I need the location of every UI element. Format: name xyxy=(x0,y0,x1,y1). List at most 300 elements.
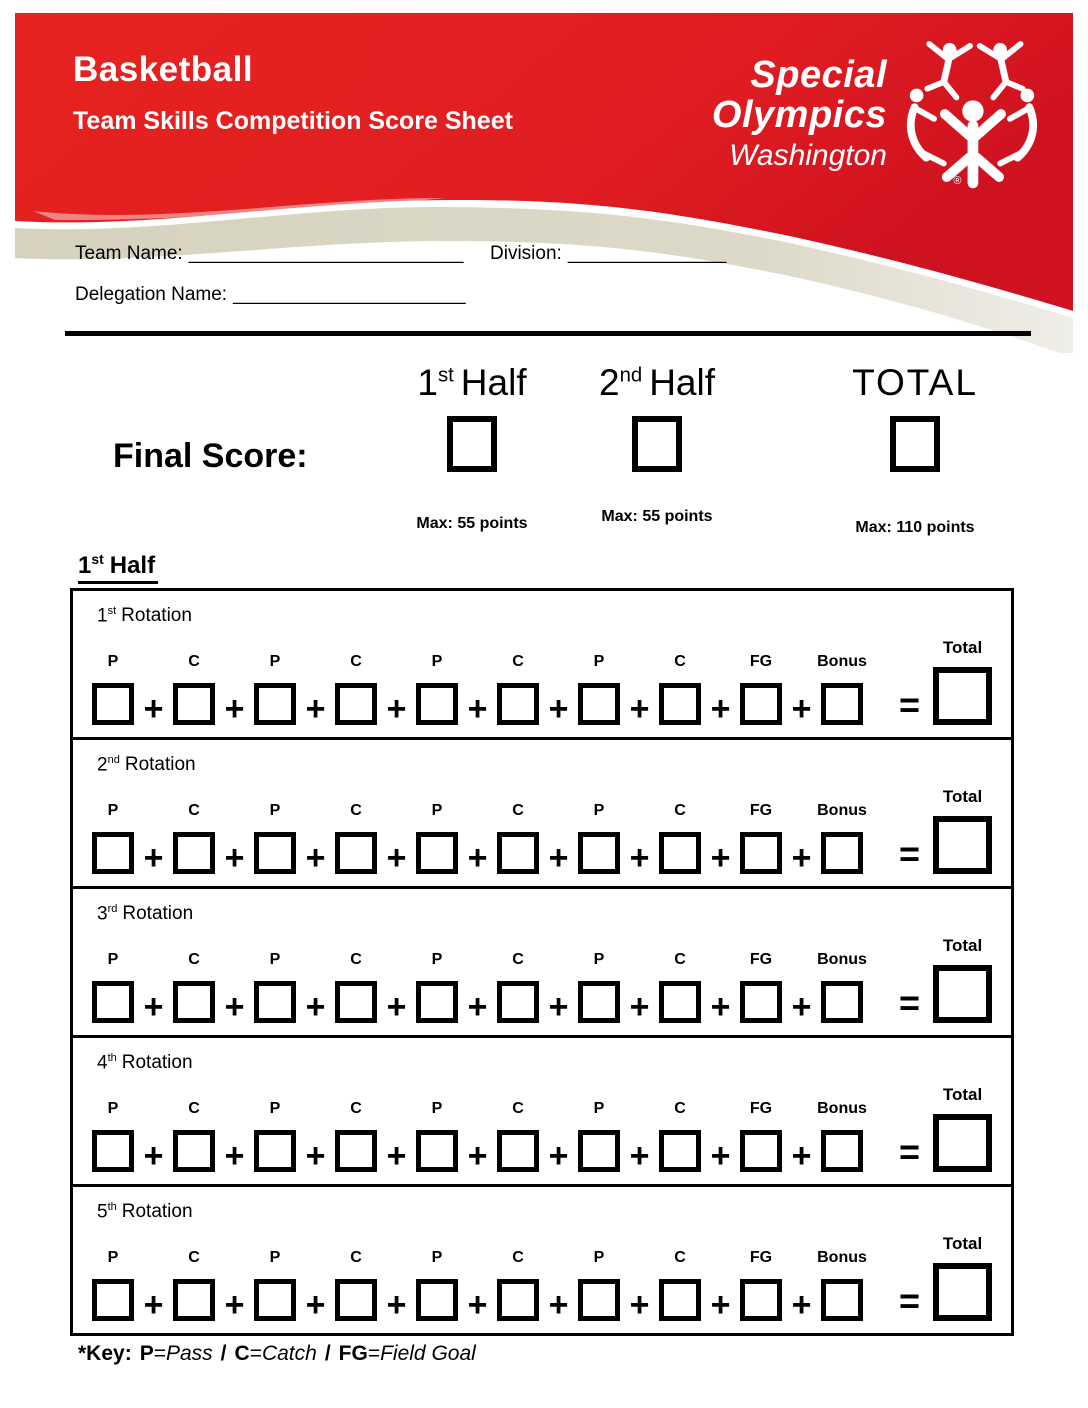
skill-box[interactable] xyxy=(416,683,458,725)
plus-sign: + xyxy=(791,1137,812,1176)
plus-sign: + xyxy=(386,988,407,1027)
equals-sign: = xyxy=(899,683,921,725)
rotation-cells xyxy=(92,787,997,878)
rotations-table xyxy=(70,588,1014,1336)
skill-cells xyxy=(92,1249,867,1325)
skill-cell xyxy=(578,1100,620,1172)
skill-label: C xyxy=(674,951,686,969)
skill-box[interactable] xyxy=(578,1130,620,1172)
rotation-cells xyxy=(92,1085,997,1176)
plus-sign: + xyxy=(548,1286,569,1325)
plus-sign: + xyxy=(548,839,569,878)
skill-cell xyxy=(92,653,134,725)
skill-cell xyxy=(740,802,782,874)
registered-mark: ® xyxy=(953,174,962,187)
skill-box[interactable] xyxy=(173,981,215,1023)
skill-cell xyxy=(254,1249,296,1321)
logo-region: Washington xyxy=(729,138,887,172)
logo-word-olympics: Olympics xyxy=(711,94,887,137)
plus-sign: + xyxy=(629,1137,650,1176)
skill-box[interactable] xyxy=(740,981,782,1023)
skill-cell xyxy=(740,1100,782,1172)
skill-label: C xyxy=(512,802,524,820)
skill-box[interactable] xyxy=(740,1279,782,1321)
skill-cell xyxy=(335,1249,377,1321)
delegation-label: Delegation Name: xyxy=(75,284,228,305)
skill-cell xyxy=(817,653,867,725)
plus-sign: + xyxy=(467,839,488,878)
total-cell xyxy=(933,787,992,874)
plus-sign: + xyxy=(143,839,164,878)
skill-cell xyxy=(92,802,134,874)
heading-number: 1 xyxy=(417,362,438,403)
rotation-cells xyxy=(92,936,997,1027)
rotation-word: Rotation xyxy=(122,903,194,925)
skill-box[interactable] xyxy=(659,683,701,725)
plus-sign: + xyxy=(224,988,245,1027)
plus-sign: + xyxy=(629,988,650,1027)
skill-box[interactable] xyxy=(173,683,215,725)
skill-label: FG xyxy=(749,951,773,969)
skill-label: P xyxy=(269,1249,281,1267)
plus-sign: + xyxy=(305,1137,326,1176)
plus-sign: + xyxy=(386,690,407,729)
skill-cell xyxy=(173,653,215,725)
plus-sign: + xyxy=(305,690,326,729)
section-number: 1 xyxy=(78,552,92,579)
division-line[interactable]: _______________ xyxy=(567,243,727,264)
skill-cell xyxy=(497,1100,539,1172)
rotation-total-box[interactable] xyxy=(933,1263,992,1321)
skill-label: P xyxy=(431,1100,443,1118)
total-label: Total xyxy=(942,936,983,956)
skill-box[interactable] xyxy=(497,683,539,725)
skill-label: P xyxy=(593,653,605,671)
rotation-ordinal: st xyxy=(107,605,117,617)
skill-cell xyxy=(659,951,701,1023)
skill-label: C xyxy=(350,1249,362,1267)
section-ordinal: st xyxy=(91,551,104,567)
rotation-total-box[interactable] xyxy=(933,816,992,874)
skill-box[interactable] xyxy=(659,981,701,1023)
team-name-row xyxy=(75,243,463,265)
plus-sign: + xyxy=(305,839,326,878)
special-olympics-logo xyxy=(712,33,1039,191)
skill-cells xyxy=(92,1100,867,1176)
plus-sign: + xyxy=(467,988,488,1027)
division-label: Division: xyxy=(490,243,562,264)
plus-sign: + xyxy=(386,1286,407,1325)
skill-box[interactable] xyxy=(578,981,620,1023)
plus-sign: + xyxy=(467,690,488,729)
key-equals: = xyxy=(367,1342,381,1365)
plus-sign: + xyxy=(710,1286,731,1325)
total-label: Total xyxy=(942,1085,983,1105)
heading-ordinal: st xyxy=(437,364,454,387)
key-name: Field Goal xyxy=(380,1342,476,1365)
skill-cell xyxy=(578,1249,620,1321)
final-score-label: Final Score: xyxy=(113,437,308,475)
rotation-number: 4 xyxy=(97,1052,108,1074)
skill-cell xyxy=(173,802,215,874)
skill-cell xyxy=(173,951,215,1023)
plus-sign: + xyxy=(143,1137,164,1176)
key-abbr: P xyxy=(139,1342,154,1365)
section-heading-first-half xyxy=(78,551,158,584)
skill-label: C xyxy=(674,1249,686,1267)
division-row xyxy=(490,243,726,265)
delegation-line[interactable]: ______________________ xyxy=(233,284,466,305)
skill-label: P xyxy=(593,951,605,969)
key-abbr: FG xyxy=(338,1342,368,1365)
key-name: Pass xyxy=(165,1342,213,1365)
plus-sign: + xyxy=(629,690,650,729)
first-half-score-box[interactable] xyxy=(447,416,497,472)
plus-sign: + xyxy=(305,988,326,1027)
key-separator: / xyxy=(220,1342,227,1365)
skill-cell xyxy=(497,653,539,725)
skill-cell xyxy=(578,951,620,1023)
skill-box[interactable] xyxy=(578,683,620,725)
skill-label: P xyxy=(107,802,119,820)
skill-box[interactable] xyxy=(92,981,134,1023)
skill-box[interactable] xyxy=(497,1279,539,1321)
skill-label: C xyxy=(674,653,686,671)
skill-cell xyxy=(659,1100,701,1172)
skill-label: C xyxy=(512,1100,524,1118)
skill-label: C xyxy=(188,653,200,671)
skill-cell xyxy=(173,1249,215,1321)
skill-cell xyxy=(740,653,782,725)
max-points-label: Max: 110 points xyxy=(855,518,975,536)
skill-box[interactable] xyxy=(821,1130,863,1172)
plus-sign: + xyxy=(791,1286,812,1325)
skill-cell xyxy=(740,1249,782,1321)
rotation-number: 2 xyxy=(97,754,108,776)
divider-rule xyxy=(65,331,1031,336)
skill-box[interactable] xyxy=(821,832,863,874)
rotation-row xyxy=(73,886,1011,1035)
skill-label: P xyxy=(431,951,443,969)
skill-label: C xyxy=(188,802,200,820)
skill-cell xyxy=(740,951,782,1023)
logo-text xyxy=(712,55,887,173)
skill-box[interactable] xyxy=(578,1279,620,1321)
page-title: Basketball xyxy=(73,50,254,89)
rotation-ordinal: rd xyxy=(107,903,118,915)
skill-box[interactable] xyxy=(497,981,539,1023)
skill-label: C xyxy=(512,1249,524,1267)
skill-cell xyxy=(416,1249,458,1321)
skill-label: Bonus xyxy=(817,951,867,969)
team-name-label: Team Name: xyxy=(75,243,183,264)
skill-label: C xyxy=(512,951,524,969)
skill-box[interactable] xyxy=(740,683,782,725)
skill-cell xyxy=(254,951,296,1023)
skill-label: FG xyxy=(749,802,773,820)
skill-cell xyxy=(497,802,539,874)
key-name: Catch xyxy=(261,1342,317,1365)
skill-label: C xyxy=(188,1100,200,1118)
skill-label: P xyxy=(269,653,281,671)
rotation-cells xyxy=(92,638,997,729)
key-equals: = xyxy=(249,1342,262,1365)
plus-sign: + xyxy=(224,1286,245,1325)
rotation-word: Rotation xyxy=(124,754,196,776)
skill-box[interactable] xyxy=(578,832,620,874)
skill-cell xyxy=(416,653,458,725)
skill-cell xyxy=(817,1249,867,1321)
skill-label: Bonus xyxy=(817,1249,867,1267)
skill-label: P xyxy=(431,802,443,820)
skill-cell xyxy=(659,802,701,874)
plus-sign: + xyxy=(386,839,407,878)
logo-word-special: Special xyxy=(750,54,887,96)
equals-sign: = xyxy=(899,832,921,874)
rotation-word: Rotation xyxy=(121,605,192,627)
rotation-ordinal: th xyxy=(107,1201,117,1213)
team-name-line[interactable]: __________________________ xyxy=(188,243,464,264)
max-points-label: Max: 55 points xyxy=(416,514,528,532)
plus-sign: + xyxy=(791,839,812,878)
skill-box[interactable] xyxy=(254,981,296,1023)
skill-box[interactable] xyxy=(173,1279,215,1321)
skill-label: P xyxy=(107,653,119,671)
skill-label: P xyxy=(593,802,605,820)
skill-box[interactable] xyxy=(92,683,134,725)
equals-sign: = xyxy=(899,981,921,1023)
plus-sign: + xyxy=(467,1137,488,1176)
skill-cell xyxy=(578,802,620,874)
plus-sign: + xyxy=(548,1137,569,1176)
plus-sign: + xyxy=(143,690,164,729)
skill-box[interactable] xyxy=(335,981,377,1023)
skill-box[interactable] xyxy=(254,832,296,874)
skill-cell xyxy=(578,653,620,725)
total-label: Total xyxy=(942,638,983,658)
skill-box[interactable] xyxy=(497,1130,539,1172)
rotation-ordinal: th xyxy=(107,1052,117,1064)
rotation-ordinal: nd xyxy=(107,754,120,766)
total-score-box[interactable] xyxy=(890,416,940,472)
skill-label: C xyxy=(188,951,200,969)
skill-box[interactable] xyxy=(335,832,377,874)
skill-cell xyxy=(335,802,377,874)
skill-label: P xyxy=(269,951,281,969)
skill-label: P xyxy=(107,1249,119,1267)
plus-sign: + xyxy=(548,690,569,729)
plus-sign: + xyxy=(305,1286,326,1325)
skill-label: P xyxy=(107,1100,119,1118)
key-prefix: *Key: xyxy=(78,1342,132,1365)
skill-box[interactable] xyxy=(92,1130,134,1172)
skill-cell xyxy=(335,1100,377,1172)
key-separator: / xyxy=(324,1342,331,1365)
equals-sign: = xyxy=(899,1130,921,1172)
column-heading xyxy=(417,363,526,404)
skill-cell xyxy=(254,1100,296,1172)
skill-box[interactable] xyxy=(821,1279,863,1321)
rotation-row xyxy=(73,1035,1011,1184)
heading-word: TOTAL xyxy=(852,362,978,403)
plus-sign: + xyxy=(710,1137,731,1176)
rotation-row xyxy=(73,737,1011,886)
skill-cell xyxy=(659,653,701,725)
skill-box[interactable] xyxy=(335,1130,377,1172)
skill-box[interactable] xyxy=(416,832,458,874)
column-heading xyxy=(599,363,715,404)
key-abbr: C xyxy=(234,1342,250,1365)
plus-sign: + xyxy=(710,839,731,878)
skill-cell xyxy=(416,802,458,874)
skill-cell xyxy=(659,1249,701,1321)
skill-box[interactable] xyxy=(497,832,539,874)
skill-cell xyxy=(254,802,296,874)
skill-label: C xyxy=(188,1249,200,1267)
rotation-label xyxy=(97,1046,997,1075)
plus-sign: + xyxy=(224,839,245,878)
skill-cell xyxy=(335,653,377,725)
skill-label: P xyxy=(107,951,119,969)
skill-box[interactable] xyxy=(659,1130,701,1172)
plus-sign: + xyxy=(629,839,650,878)
heading-number: 2 xyxy=(598,362,620,403)
skill-label: C xyxy=(674,802,686,820)
skill-box[interactable] xyxy=(335,1279,377,1321)
rotation-cells xyxy=(92,1234,997,1325)
final-score-column-total xyxy=(815,362,1015,536)
rotation-number: 3 xyxy=(97,903,108,925)
plus-sign: + xyxy=(629,1286,650,1325)
skill-box[interactable] xyxy=(254,683,296,725)
skill-label: C xyxy=(512,653,524,671)
special-olympics-logo-icon xyxy=(903,33,1039,191)
skill-cell xyxy=(817,802,867,874)
rotation-number: 1 xyxy=(97,605,108,627)
plus-sign: + xyxy=(143,1286,164,1325)
plus-sign: + xyxy=(467,1286,488,1325)
skill-label: Bonus xyxy=(817,653,867,671)
skill-label: C xyxy=(350,653,362,671)
rotation-number: 5 xyxy=(97,1201,108,1223)
key-line xyxy=(78,1342,476,1366)
total-cell xyxy=(933,1085,992,1172)
skill-box[interactable] xyxy=(173,832,215,874)
skill-box[interactable] xyxy=(740,1130,782,1172)
skill-box[interactable] xyxy=(92,1279,134,1321)
skill-cell xyxy=(497,951,539,1023)
max-points-label: Max: 55 points xyxy=(601,507,713,525)
skill-cell xyxy=(416,1100,458,1172)
second-half-score-box[interactable] xyxy=(632,416,682,472)
skill-cell xyxy=(335,951,377,1023)
skill-box[interactable] xyxy=(254,1130,296,1172)
skill-cells xyxy=(92,951,867,1027)
rotation-total-box[interactable] xyxy=(933,667,992,725)
total-label: Total xyxy=(942,1234,983,1254)
rotation-label xyxy=(97,599,997,628)
total-cell xyxy=(933,1234,992,1321)
skill-label: FG xyxy=(749,1249,773,1267)
skill-cell xyxy=(92,1249,134,1321)
skill-label: P xyxy=(593,1100,605,1118)
skill-box[interactable] xyxy=(740,832,782,874)
plus-sign: + xyxy=(386,1137,407,1176)
rotation-label xyxy=(97,1195,997,1224)
rotation-label xyxy=(97,748,997,777)
skill-label: FG xyxy=(749,1100,773,1118)
skill-label: C xyxy=(350,951,362,969)
skill-box[interactable] xyxy=(416,981,458,1023)
delegation-row xyxy=(75,284,466,306)
plus-sign: + xyxy=(791,690,812,729)
rotation-total-box[interactable] xyxy=(933,1114,992,1172)
rotation-total-box[interactable] xyxy=(933,965,992,1023)
skill-cell xyxy=(416,951,458,1023)
skill-cells xyxy=(92,802,867,878)
skill-label: Bonus xyxy=(817,1100,867,1118)
rotation-word: Rotation xyxy=(121,1201,193,1223)
skill-box[interactable] xyxy=(173,1130,215,1172)
skill-label: C xyxy=(350,1100,362,1118)
skill-label: FG xyxy=(749,653,773,671)
plus-sign: + xyxy=(710,988,731,1027)
plus-sign: + xyxy=(224,1137,245,1176)
final-score-column-first-half xyxy=(372,363,572,533)
skill-box[interactable] xyxy=(416,1279,458,1321)
column-heading xyxy=(852,363,978,404)
skill-box[interactable] xyxy=(416,1130,458,1172)
total-label: Total xyxy=(942,787,983,807)
skill-label: P xyxy=(593,1249,605,1267)
heading-word: Half xyxy=(649,362,716,403)
skill-label: P xyxy=(269,1100,281,1118)
skill-box[interactable] xyxy=(821,981,863,1023)
heading-word: Half xyxy=(460,362,527,403)
skill-box[interactable] xyxy=(254,1279,296,1321)
skill-label: P xyxy=(269,802,281,820)
skill-box[interactable] xyxy=(659,1279,701,1321)
plus-sign: + xyxy=(548,988,569,1027)
skill-label: P xyxy=(431,653,443,671)
plus-sign: + xyxy=(224,690,245,729)
rotation-word: Rotation xyxy=(121,1052,193,1074)
final-score-column-second-half xyxy=(557,363,757,533)
skill-cells xyxy=(92,653,867,729)
skill-box[interactable] xyxy=(659,832,701,874)
equals-sign: = xyxy=(899,1279,921,1321)
rotation-row xyxy=(73,1184,1011,1333)
skill-label: C xyxy=(350,802,362,820)
skill-box[interactable] xyxy=(335,683,377,725)
skill-cell xyxy=(92,951,134,1023)
skill-cell xyxy=(173,1100,215,1172)
plus-sign: + xyxy=(710,690,731,729)
section-word: Half xyxy=(109,552,156,579)
page-subtitle: Team Skills Competition Score Sheet xyxy=(73,107,513,135)
key-equals: = xyxy=(153,1342,166,1365)
rotation-label xyxy=(97,897,997,926)
skill-cell xyxy=(817,1100,867,1172)
skill-label: P xyxy=(431,1249,443,1267)
skill-cell xyxy=(92,1100,134,1172)
skill-box[interactable] xyxy=(821,683,863,725)
total-cell xyxy=(933,638,992,725)
skill-label: C xyxy=(674,1100,686,1118)
plus-sign: + xyxy=(143,988,164,1027)
heading-ordinal: nd xyxy=(619,364,643,387)
skill-box[interactable] xyxy=(92,832,134,874)
